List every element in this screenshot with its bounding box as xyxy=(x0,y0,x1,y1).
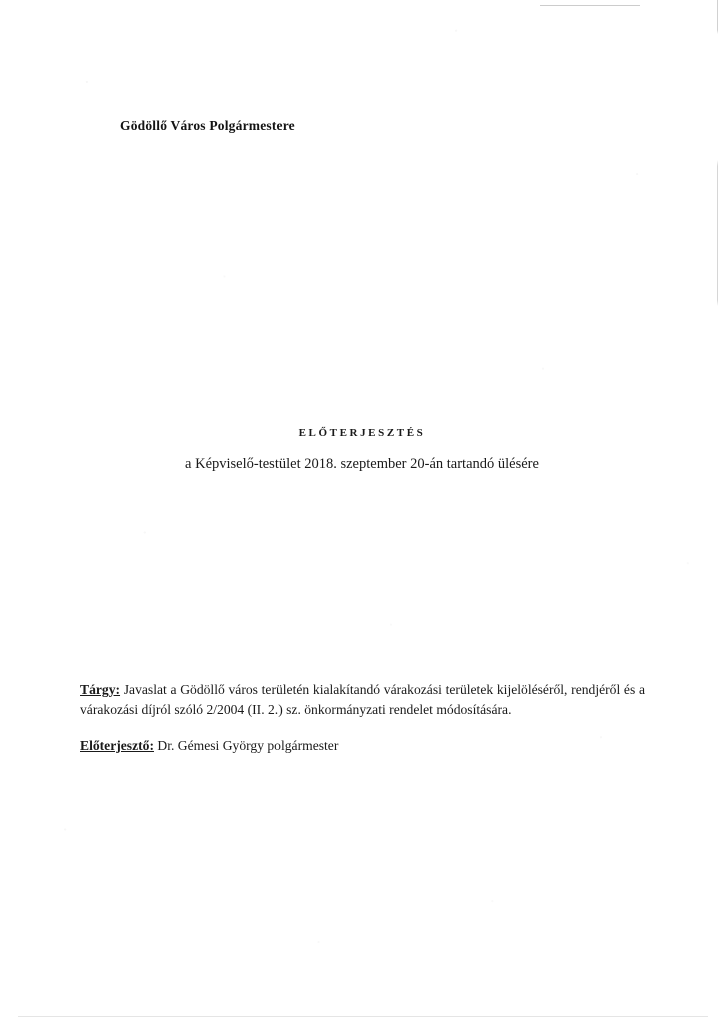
subject-block xyxy=(80,680,645,719)
subject-label: Tárgy: xyxy=(80,682,121,697)
document-subtitle: a Képviselő-testület 2018. szeptember 20-án tartandó ülésére xyxy=(185,456,539,472)
presenter-block xyxy=(80,736,645,756)
document-type-heading: ELŐTERJESZTÉS xyxy=(298,427,426,439)
organization-title: Gödöllő Város Polgármestere xyxy=(120,118,295,133)
presenter-name: Dr. Gémesi György polgármester xyxy=(157,738,339,753)
subject-text: Javaslat a Gödöllő város területén kialakítandó várakozási területek kijelöléséről, rendjéről és a várakozási díjról szóló 2/2004 (II. 2.) sz. önkormányzati rendelet módosítására. xyxy=(80,682,645,717)
presenter-label: Előterjesztő: xyxy=(80,738,154,753)
